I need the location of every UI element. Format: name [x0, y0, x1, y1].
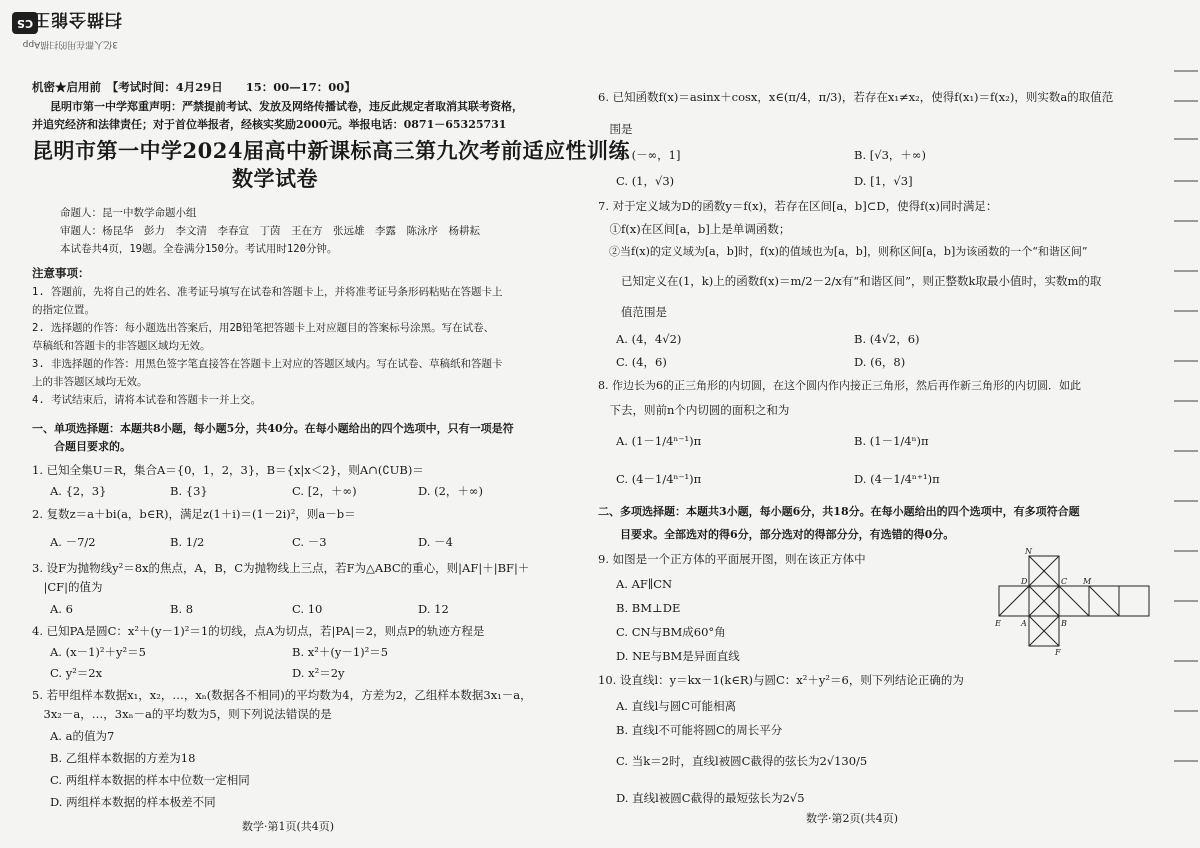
q4-option-a: A. (x－1)²＋y²＝5: [50, 645, 146, 659]
note-line: 3. 非选择题的作答：用黑色签字笔直接答在答题卡上对应的答题区域内。写在试卷、草稿纸和答题卡: [32, 358, 503, 370]
q1-option-a: A. {2，3}: [50, 484, 107, 498]
page-2-footer: 数学·第2页(共4页): [806, 812, 899, 825]
q8-option-d: D. (4－1/4ⁿ⁺¹)π: [854, 472, 940, 486]
note-line: 1. 答题前，先将自己的姓名、准考证号填写在试卷和答题卡上，并将准考证号条形码粘贴在答题卡上: [32, 286, 503, 298]
q3-option-b: B. 8: [170, 602, 194, 616]
net-right-square: [1119, 586, 1149, 616]
question-3-cont: |CF|的值为: [32, 580, 103, 594]
q10-option-a: A. 直线l与圆C可能相离: [616, 699, 737, 713]
question-7: 7. 对于定义域为D的函数y＝f(x)，若存在区间[a，b]⊂D，使得f(x)同时满足：: [598, 199, 998, 213]
question-7-stem-cont: 值范围是: [598, 305, 667, 319]
section-1-heading-cont: 合题目要求的。: [32, 440, 131, 453]
q8-option-b: B. (1－1/4ⁿ)π: [854, 434, 929, 448]
q7-option-d: D. (6，8): [854, 355, 906, 369]
q7-option-c: C. (4，6): [616, 355, 667, 369]
q10-option-b: B. 直线l不可能将圆C的周长平分: [616, 723, 783, 737]
q8-option-c: C. (4－1/4ⁿ⁻¹)π: [616, 472, 702, 486]
q4-option-d: D. x²＝2y: [292, 666, 345, 680]
question-5-cont: 3x₂－a，…，3xₙ－a的平均数为5，则下列说法错误的是: [32, 707, 332, 721]
q7-option-a: A. (4，4√2): [616, 332, 682, 346]
scan-edge-marks: [1158, 60, 1200, 820]
q6-option-a: A. (－∞，1]: [616, 148, 681, 162]
q5-option-d: D. 两组样本数据的样本极差不同: [50, 795, 216, 809]
q1-option-d: D. (2，＋∞): [418, 484, 483, 498]
question-1: 1. 已知全集U＝R，集合A＝{0，1，2，3}，B＝{x|x＜2}，则A∩(∁UB)＝: [32, 463, 424, 477]
q6-option-b: B. [√3，＋∞): [854, 148, 926, 162]
note-line: 草稿纸和答题卡的非答题区域均无效。: [32, 340, 211, 352]
net-label-e: E: [995, 619, 1001, 628]
question-2: 2. 复数z＝a＋bi(a，b∈R)，满足z(1＋i)＝(1－2i)²，则a－b＝: [32, 507, 356, 521]
section-2-heading: 二、多项选择题：本题共3小题，每小题6分，共18分。在每小题给出的四个选项中，有多项符合题: [598, 505, 1080, 518]
statement-line-1: 昆明市第一中学郑重声明：严禁提前考试、发放及网络传播试卷，违反此规定者取消其联考资格，: [50, 100, 523, 113]
question-9: 9. 如图是一个正方体的平面展开图，则在该正方体中: [598, 552, 866, 566]
exam-header: 机密★启用前 【考试时间：4月29日 15：00—17：00】: [32, 80, 356, 94]
question-7-cond-2: ②当f(x)的定义域为[a，b]时，f(x)的值域也为[a，b]，则称区间[a，b]为该函数的一个“和谐区间”: [598, 245, 1088, 258]
cube-net-figure: [993, 546, 1153, 656]
q9-option-b: B. BM⊥DE: [616, 601, 681, 615]
question-7-stem: 已知定义在(1，k)上的函数f(x)＝m/2－2/x有“和谐区间”，则正整数k取最小值时，实数m的取: [598, 274, 1102, 288]
cs-logo-icon: CS: [12, 12, 38, 34]
q3-option-c: C. 10: [292, 602, 323, 616]
q2-option-c: C. －3: [292, 535, 327, 549]
q5-option-b: B. 乙组样本数据的方差为18: [50, 751, 196, 765]
question-4: 4. 已知PA是圆C：x²＋(y－1)²＝1的切线，点A为切点，若|PA|＝2，则点P的轨迹方程是: [32, 624, 485, 638]
net-label-f: F: [1055, 648, 1061, 656]
q4-option-c: C. y²＝2x: [50, 666, 103, 680]
q2-option-a: A. －7/2: [50, 535, 96, 549]
note-line: 的指定位置。: [32, 304, 95, 316]
q2-option-b: B. 1/2: [170, 535, 205, 549]
question-5: 5. 若甲组样本数据x₁，x₂，…，xₙ(数据各不相同)的平均数为4，方差为2，乙组样本数据3x₁－a，: [32, 688, 532, 702]
q4-option-b: B. x²＋(y－1)²＝5: [292, 645, 389, 659]
q8-option-a: A. (1－1/4ⁿ⁻¹)π: [616, 434, 702, 448]
net-label-m: M: [1083, 577, 1092, 586]
committee: 命题人：昆一中数学命题小组: [60, 207, 197, 219]
q5-option-c: C. 两组样本数据的样本中位数一定相同: [50, 773, 250, 787]
question-8-cont: 下去，则前n个内切圆的面积之和为: [598, 403, 790, 417]
brand-subtitle: 3亿人都在用的扫描App: [22, 39, 118, 49]
q6-option-d: D. [1，√3]: [854, 174, 913, 188]
reviewers: 审题人：杨昆华 彭力 李文清 李春宣 丁茵 王在方 张远雄 李露 陈泳序 杨耕耘: [60, 225, 480, 237]
notes-title: 注意事项：: [32, 266, 90, 280]
question-6-cont: 围是: [598, 122, 633, 136]
net-label-d: D: [1021, 577, 1028, 586]
question-6: 6. 已知函数f(x)＝asinx＋cosx，x∈(π/4，π/3)，若存在x₁≠x₂，使得f(x₁)＝f(x₂)，则实数a的取值范: [598, 90, 1114, 104]
section-1-heading: 一、单项选择题：本题共8小题，每小题5分，共40分。在每小题给出的四个选项中，只有一项是符: [32, 422, 514, 435]
q10-option-c: C. 当k＝2时，直线l被圆C截得的弦长为2√130/5: [616, 754, 868, 768]
question-7-cond-1: ①f(x)在区间[a，b]上是单调函数；: [598, 222, 791, 236]
statement-line-2: 并追究经济和法律责任；对于首位举报者，经核实奖励2000元。举报电话：0871－65325731: [32, 118, 507, 131]
exam-info: 本试卷共4页，19题。全卷满分150分。考试用时120分钟。: [60, 243, 338, 255]
net-label-a: A: [1021, 619, 1027, 628]
q1-option-c: C. [2，＋∞): [292, 484, 357, 498]
q3-option-a: A. 6: [50, 602, 73, 616]
page-1-footer: 数学·第1页(共4页): [242, 820, 335, 833]
net-label-c: C: [1061, 577, 1068, 586]
q7-option-b: B. (4√2，6): [854, 332, 920, 346]
q9-option-a: A. AF∥CN: [616, 577, 673, 591]
q6-option-c: C. (1，√3): [616, 174, 675, 188]
exam-subject: 数学试卷: [232, 166, 318, 191]
q9-option-d: D. NE与BM是异面直线: [616, 649, 740, 663]
brand-name: 扫描全能王: [32, 9, 122, 29]
q5-option-a: A. a的值为7: [50, 729, 115, 743]
question-8: 8. 作边长为6的正三角形的内切圆，在这个圆内作内接正三角形，然后再作新三角形的内切圆．如此: [598, 379, 1081, 392]
section-2-heading-cont: 目要求。全部选对的得6分，部分选对的得部分分，有选错的得0分。: [598, 528, 955, 541]
q9-option-c: C. CN与BM成60°角: [616, 625, 726, 639]
question-3: 3. 设F为抛物线y²＝8x的焦点，A，B，C为抛物线上三点，若F为△ABC的重心，则|AF|＋|BF|＋: [32, 561, 530, 575]
exam-title: 昆明市第一中学2024届高中新课标高三第九次考前适应性训练: [32, 138, 630, 163]
net-label-n: N: [1025, 547, 1032, 556]
q3-option-d: D. 12: [418, 602, 449, 616]
note-line: 4. 考试结束后，请将本试卷和答题卡一并上交。: [32, 394, 261, 406]
scanner-watermark: [6, 4, 124, 56]
q1-option-b: B. {3}: [170, 484, 208, 498]
note-line: 2. 选择题的作答：每小题选出答案后，用2B铅笔把答题卡上对应题目的答案标号涂黑。写在试卷、: [32, 322, 495, 334]
net-label-b: B: [1061, 619, 1067, 628]
question-10: 10. 设直线l：y＝kx－1(k∈R)与圆C：x²＋y²＝6，则下列结论正确的为: [598, 673, 964, 687]
q10-option-d: D. 直线l被圆C截得的最短弦长为2√5: [616, 791, 805, 805]
q2-option-d: D. －4: [418, 535, 453, 549]
note-line: 上的非答题区域均无效。: [32, 376, 148, 388]
